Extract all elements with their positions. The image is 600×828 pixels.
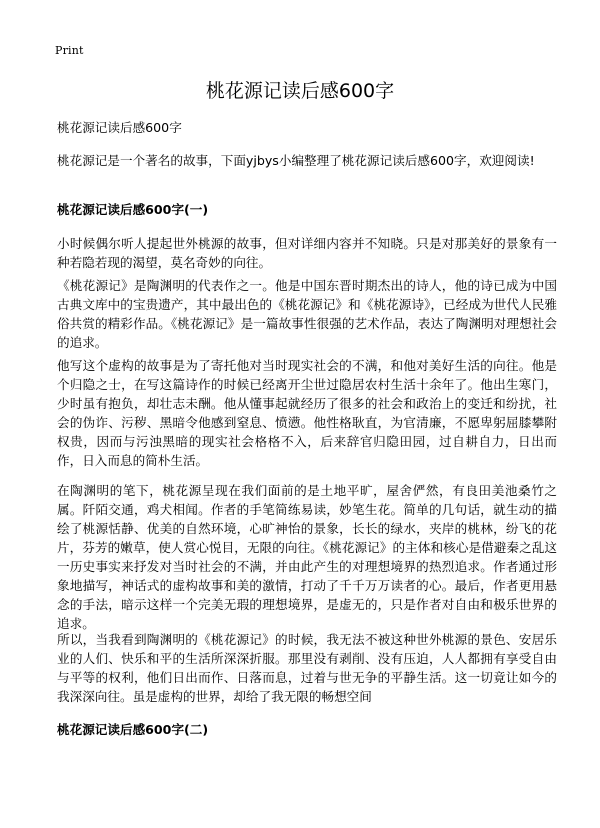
document-subtitle: 桃花源记读后感600字	[57, 120, 182, 135]
body-paragraph: 所以，当我看到陶渊明的《桃花源记》的时候，我无法不被这种世外桃源的景色、安居乐业的人们、快乐和平的生活所深深折服。那里没有剥削、没有压迫，人人都拥有享受自由与平等的权利，他们日出而作、日落而息，过着与世无争的平静生活。这一切竟让如今的我深深向往。虽是虚构的世界，却给了我无限的畅想空间	[57, 632, 557, 704]
body-paragraph: 小时候偶尔听人提起世外桃源的故事，但对详细内容并不知晓。只是对那美好的景象有一种若隐若现的渴望，莫名奇妙的向往。	[57, 236, 557, 270]
intro-paragraph: 桃花源记是一个著名的故事，下面yjbys小编整理了桃花源记读后感600字，欢迎阅读!	[57, 153, 535, 168]
section-heading-2: 桃花源记读后感600字(二)	[57, 722, 209, 737]
print-link[interactable]: Print	[55, 44, 84, 57]
body-paragraph: 《桃花源记》是陶渊明的代表作之一。他是中国东晋时期杰出的诗人，他的诗已成为中国古典文库中的宝贵遗产，其中最出色的《桃花源记》和《桃花源诗》，已经成为世代人民雅俗共赏的精彩作品。《桃花源记》是一篇故事性很强的艺术作品，表达了陶渊明对理想社会的追求。	[57, 278, 557, 350]
page-title: 桃花源记读后感600字	[205, 80, 395, 102]
body-paragraph: 他写这个虚构的故事是为了寄托他对当时现实社会的不满，和他对美好生活的向往。他是个归隐之士，在写这篇诗作的时候已经离开尘世过隐居农村生活十余年了。他出生寒门，少时虽有抱负，却壮志未酬。他从懂事起就经历了很多的社会和政治上的变迁和纷扰，社会的伪诈、污秽、黑暗令他感到窒息、愤懑。他性格耿直，为官清廉，不愿卑躬屈膝攀附权贵，因而与污浊黑暗的现实社会格格不入，后来辞官归隐田园，过自耕自力，日出而作，日入而息的简朴生活。	[57, 358, 557, 468]
section-heading-1: 桃花源记读后感600字(一)	[57, 202, 209, 217]
body-paragraph: 在陶渊明的笔下，桃花源呈现在我们面前的是土地平旷，屋舍俨然，有良田美池桑竹之属。阡陌交通，鸡犬相闻。作者的手笔简练易读，妙笔生花。简单的几句话，就生动的描绘了桃源恬静、优美的自然环境，心旷神怡的景象，长长的绿水，夹岸的桃林，纷飞的花片，芬芳的嫩草，使人赏心悦目，无限的向往。《桃花源记》的主体和核心是借避秦之乱这一历史事实来抒发对当时社会的不满，并由此产生的对理想境界的热烈追求。作者通过形象地描写，神话式的虚构故事和美的激情，打动了千千万万读者的心。最后，作者更用悬念的手法，暗示这样一个完美无瑕的理想境界，是虚无的，只是作者对自由和极乐世界的追求。	[57, 483, 557, 631]
